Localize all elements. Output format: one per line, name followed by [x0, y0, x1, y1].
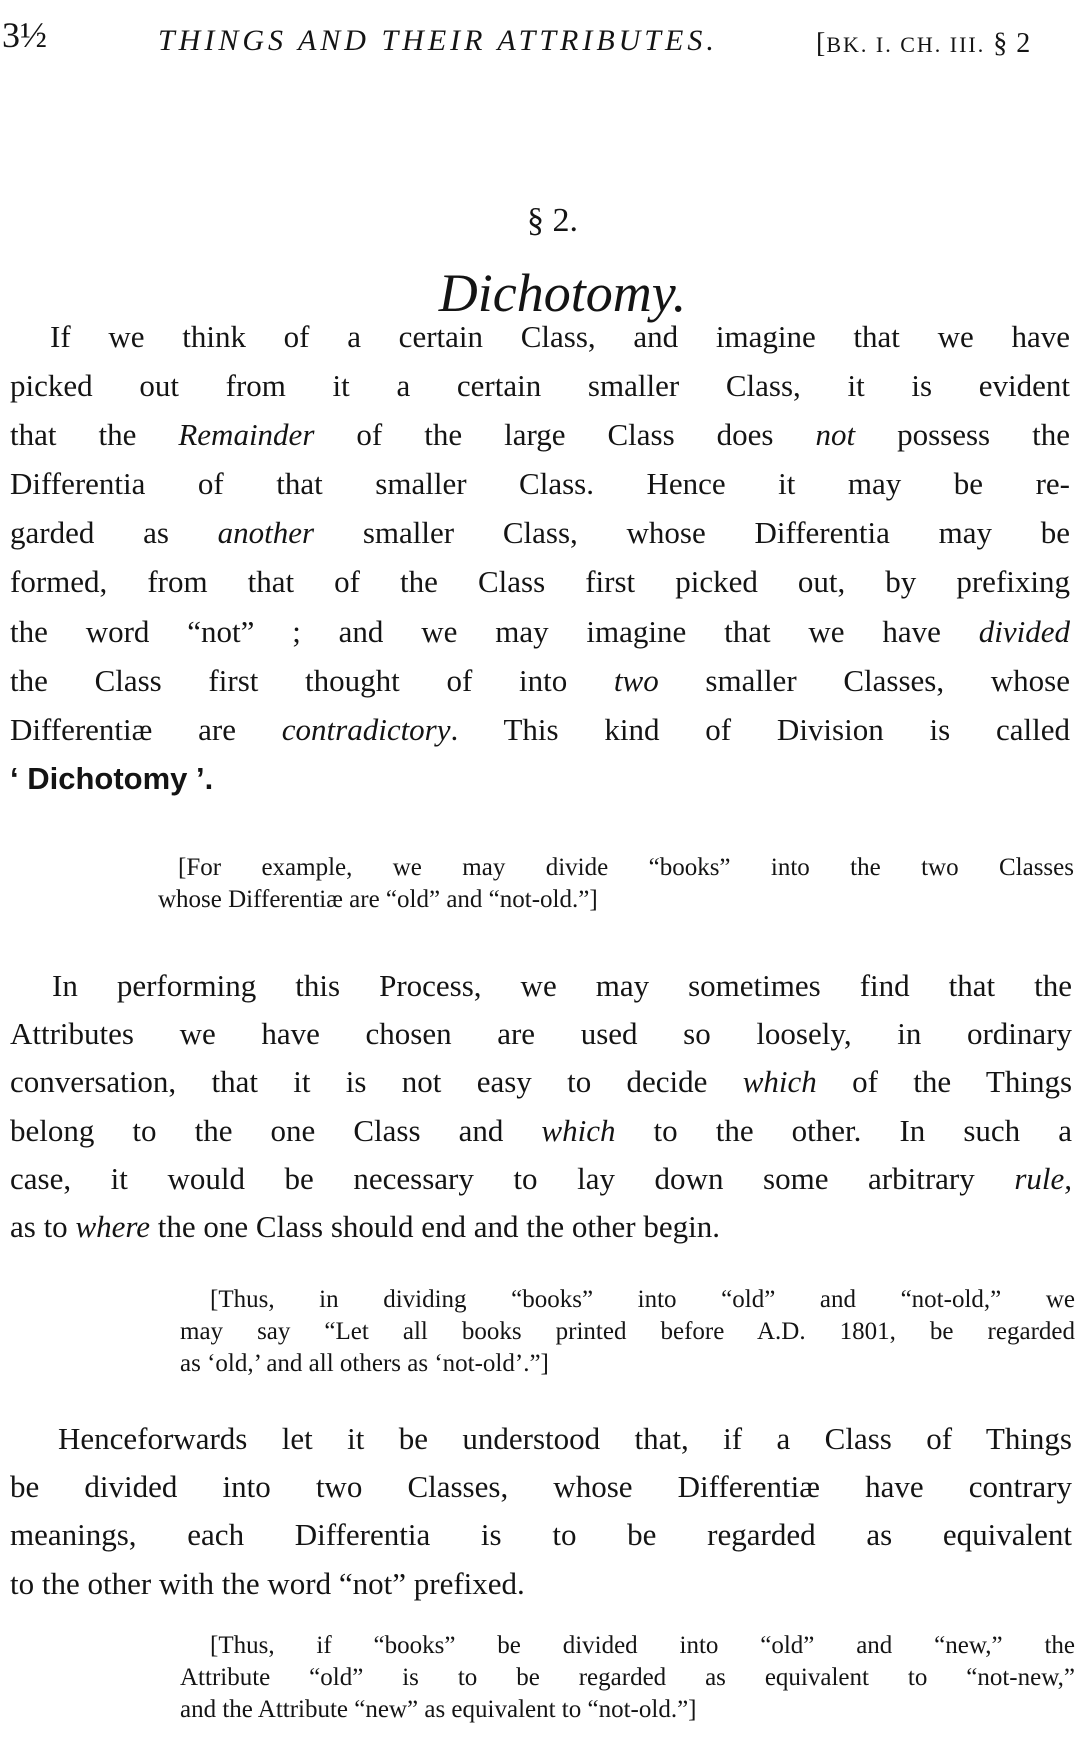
- text-line: meanings, each Differentia is to be regarded as equivalent: [10, 1517, 1072, 1553]
- note-old-new-example: [180, 1630, 1075, 1726]
- section-reference-book-chapter: BK. I. CH. III.: [826, 32, 986, 57]
- emphasis-not: not: [815, 417, 856, 453]
- note-line: Attribute “old” is to be regarded as equivalent to “not-new,”: [180, 1664, 1075, 1691]
- text-line: to the other with the word “not” prefixed.: [10, 1565, 525, 1601]
- text-line: be divided into two Classes, whose Differentiæ have contrary: [10, 1469, 1072, 1505]
- term-dichotomy: ‘ Dichotomy ’.: [10, 760, 214, 796]
- emphasis-which: which: [742, 1064, 817, 1100]
- note-line: [Thus, if “books” be divided into “old” and “new,” the: [210, 1632, 1075, 1659]
- text-line: Attributes we have chosen are used so loosely, in ordinary: [10, 1016, 1072, 1052]
- note-line: may say “Let all books printed before A.D. 1801, be regarded: [180, 1318, 1075, 1345]
- page-number: 3½: [2, 15, 47, 55]
- text-line: formed, from that of the Class first picked out, by prefixing: [10, 564, 1070, 600]
- emphasis-where: where: [75, 1208, 151, 1244]
- section-reference-section: § 2: [985, 28, 1032, 59]
- text-line: conversation, that it is not easy to decide which of the Things: [10, 1064, 1072, 1100]
- note-line: as ‘old,’ and all others as ‘not-old’.”]: [180, 1350, 549, 1377]
- emphasis-which: which: [541, 1112, 616, 1148]
- note-line: [Thus, in dividing “books” into “old” and “not-old,” we: [210, 1286, 1075, 1313]
- page-header: [0, 10, 1075, 60]
- emphasis-divided: divided: [978, 613, 1070, 649]
- text-line: as to where the one Class should end and the other begin.: [10, 1208, 720, 1244]
- note-line: whose Differentiæ are “old” and “not-old.”]: [158, 886, 598, 913]
- text-line: In performing this Process, we may sometimes find that the: [52, 968, 1072, 1003]
- paragraph-contrary-meanings: [10, 1415, 1072, 1608]
- emphasis-another: another: [217, 515, 315, 551]
- section-title: Dichotomy.: [438, 263, 687, 323]
- emphasis-remainder: Remainder: [178, 417, 315, 453]
- text-line: Differentiæ are contradictory. This kind of Division is called: [10, 711, 1070, 747]
- text-line: the word “not” ; and we may imagine that we have divided: [10, 613, 1070, 649]
- section-reference: [816, 28, 1031, 60]
- text-line: picked out from it a certain smaller Class, it is evident: [10, 368, 1070, 404]
- text-line: If we think of a certain Class, and imagine that we have: [50, 319, 1070, 354]
- paragraph-dichotomy-definition: [10, 312, 1070, 803]
- text-line: the Class first thought of into two smaller Classes, whose: [10, 662, 1070, 698]
- running-title: THINGS AND THEIR ATTRIBUTES.: [158, 24, 718, 57]
- paragraph-arbitrary-rule: [10, 962, 1072, 1251]
- text-line: case, it would be necessary to lay down some arbitrary rule,: [10, 1160, 1072, 1196]
- text-line: garded as another smaller Class, whose Differentia may be: [10, 515, 1070, 551]
- emphasis-two: two: [613, 662, 659, 698]
- note-arbitrary-rule-example: [180, 1284, 1075, 1380]
- text-line: Henceforwards let it be understood that, if a Class of Things: [58, 1421, 1072, 1456]
- note-line: and the Attribute “new” as equivalent to “not-old.”]: [180, 1696, 697, 1723]
- text-line: Differentia of that smaller Class. Hence it may be re-: [10, 466, 1070, 502]
- note-line: [For example, we may divide “books” into the two Classes: [178, 854, 1074, 881]
- note-example-books: [158, 852, 1074, 916]
- emphasis-contradictory: contradictory: [281, 711, 451, 747]
- section-reference-open: [: [816, 28, 827, 59]
- section-number: § 2.: [527, 202, 578, 239]
- emphasis-rule: rule,: [1014, 1160, 1072, 1196]
- text-line: that the Remainder of the large Class does not possess the: [10, 417, 1070, 453]
- text-line: belong to the one Class and which to the other. In such a: [10, 1112, 1072, 1148]
